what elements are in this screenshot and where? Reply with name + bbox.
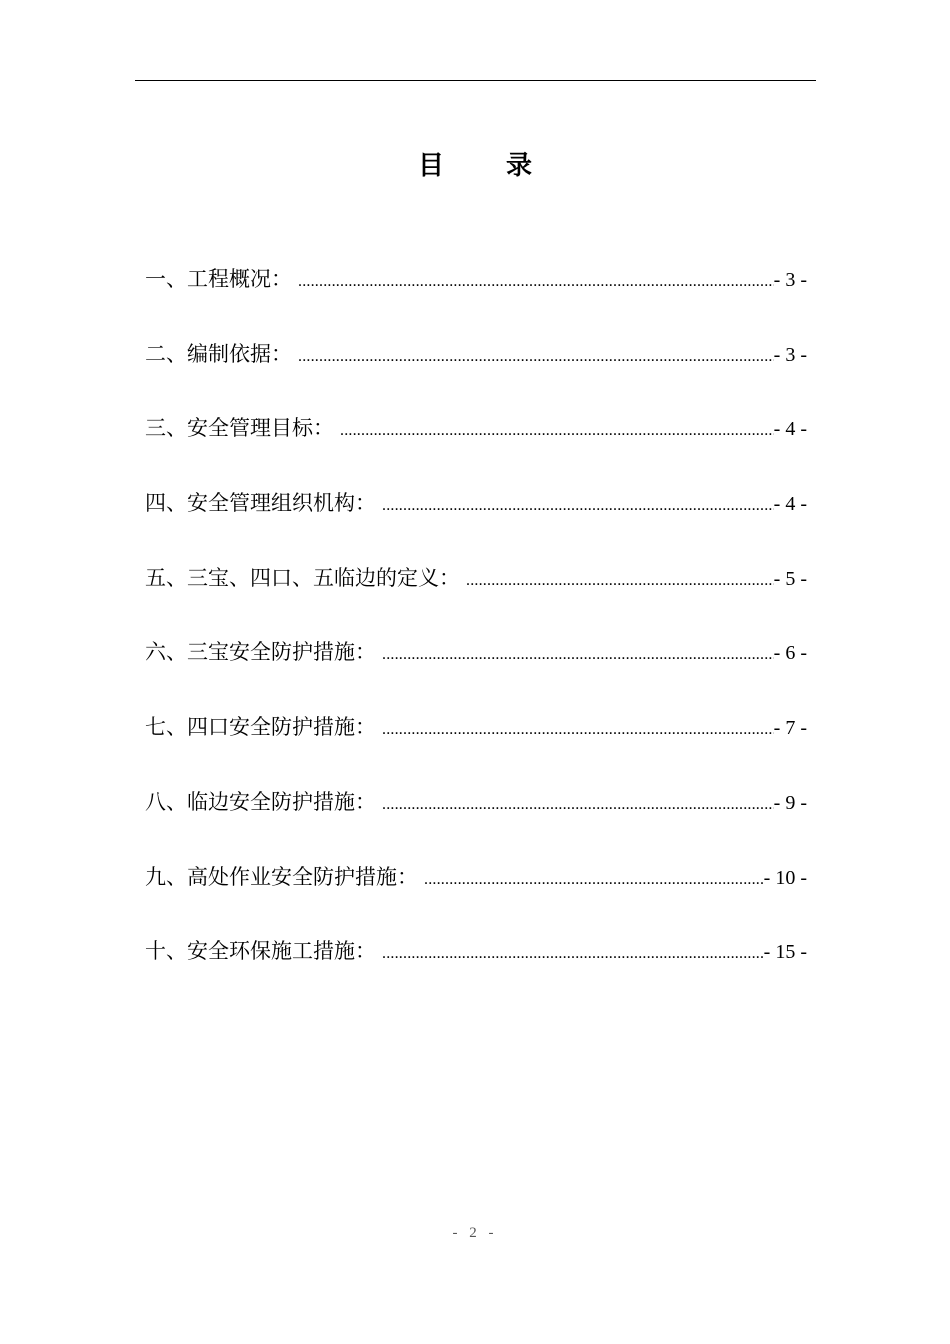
toc-entry-page[interactable]: - 7 - (773, 717, 807, 740)
toc-dot-leader (382, 713, 774, 747)
toc-dot-leader (466, 564, 774, 598)
page-number-footer: - 2 - (452, 1225, 498, 1241)
header-rule (135, 80, 816, 81)
toc-entry-page[interactable]: - 6 - (773, 642, 807, 665)
toc-entry-page[interactable]: - 4 - (773, 493, 807, 516)
toc-entry-page[interactable]: - 10 - (763, 866, 807, 889)
toc-entry-label[interactable]: 一、工程概况： (145, 267, 292, 291)
toc-entry[interactable] (145, 710, 807, 785)
toc-entry-page[interactable]: - 15 - (763, 941, 807, 964)
page-title-char-1: 目 (417, 151, 444, 181)
toc-entry-label[interactable]: 七、四口安全防护措施： (145, 715, 376, 740)
toc-entry-page[interactable]: - 4 - (773, 418, 807, 441)
toc-entry[interactable] (145, 934, 807, 1009)
toc-entry[interactable] (145, 860, 807, 935)
toc-entry[interactable] (145, 337, 807, 412)
table-of-contents (145, 262, 807, 1009)
toc-entry-label[interactable]: 四、安全管理组织机构： (145, 491, 376, 516)
toc-entry-label[interactable]: 六、三宝安全防护措施： (145, 640, 376, 665)
toc-entry-label[interactable]: 九、高处作业安全防护措施： (145, 864, 418, 889)
toc-dot-leader (298, 340, 774, 374)
toc-entry-label[interactable]: 五、三宝、四口、五临边的定义： (145, 565, 460, 590)
toc-dot-leader (340, 414, 774, 448)
toc-dot-leader (424, 863, 764, 897)
toc-entry-label[interactable]: 十、安全环保施工措施： (145, 939, 376, 964)
toc-entry-page[interactable]: - 3 - (773, 269, 807, 291)
toc-entry[interactable] (145, 411, 807, 486)
toc-entry-page[interactable]: - 5 - (773, 567, 807, 590)
toc-dot-leader (382, 937, 764, 971)
page-title (0, 146, 950, 186)
toc-entry[interactable] (145, 635, 807, 710)
toc-entry[interactable] (145, 785, 807, 860)
toc-entry[interactable] (145, 486, 807, 561)
toc-dot-leader (298, 265, 774, 299)
toc-entry-page[interactable]: - 9 - (773, 791, 807, 814)
toc-entry-label[interactable]: 八、临边安全防护措施： (145, 789, 376, 814)
toc-dot-leader (382, 638, 774, 672)
toc-entry[interactable] (145, 561, 807, 636)
page-title-char-2: 录 (506, 151, 533, 181)
toc-entry-page[interactable]: - 3 - (773, 343, 807, 366)
toc-dot-leader (382, 489, 774, 523)
toc-entry-label[interactable]: 二、编制依据： (145, 341, 292, 366)
toc-entry-label[interactable]: 三、安全管理目标： (145, 416, 334, 441)
toc-entry[interactable] (145, 262, 807, 337)
toc-dot-leader (382, 788, 774, 822)
